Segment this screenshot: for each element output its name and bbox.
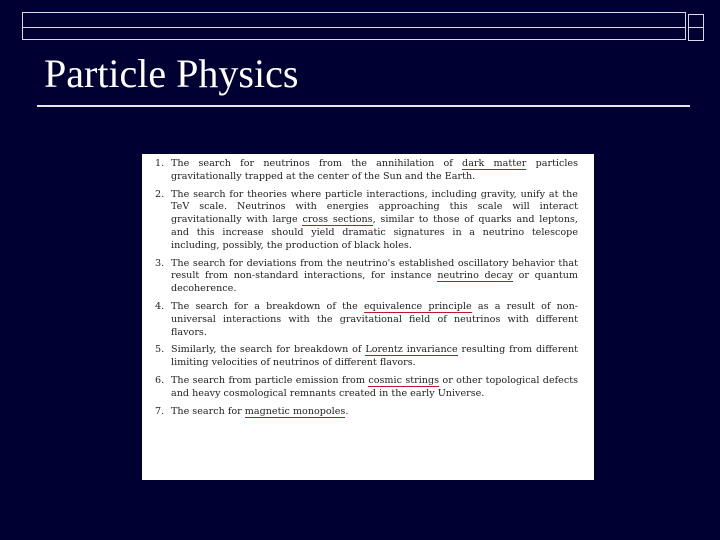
item-text-before: The search from particle emission from: [171, 374, 369, 386]
list-item: [155, 189, 578, 253]
item-text-before: The search for theories where particle interactions, including gravity, unify at the TeV scale. Neutrinos with energies approaching this scale will interact gravitationally with large: [171, 188, 578, 226]
item-text-before: Similarly, the search for breakdown of: [171, 344, 366, 356]
top-decoration-bar: [22, 12, 686, 40]
item-number: 7.: [155, 405, 165, 417]
highlight-term: magnetic monopoles: [244, 405, 346, 417]
list-item: [155, 158, 578, 184]
item-text-after: or other topological defects and heavy cosmological remnants created in the early Universe.: [171, 374, 578, 399]
highlight-term: equivalence principle: [363, 300, 472, 312]
item-number: 4.: [155, 300, 165, 312]
corner-square-upper: [688, 14, 704, 28]
item-text-after: or quantum decoherence.: [171, 270, 579, 295]
item-text: [171, 344, 578, 370]
item-number: 1.: [155, 158, 165, 169]
title-underline-rule: [37, 105, 690, 107]
slide-title: Particle Physics: [44, 51, 299, 96]
item-text: [171, 189, 578, 253]
item-text-before: The search for a breakdown of the: [171, 300, 364, 312]
document-excerpt: [142, 154, 594, 480]
highlight-term: dark matter: [462, 158, 527, 169]
item-text-after: as a result of non-universal interactions with the gravitational field of neutrinos with different flavors.: [171, 300, 578, 338]
item-number: 2.: [155, 188, 165, 200]
highlight-term: neutrino decay: [437, 270, 513, 282]
list-item: [155, 344, 578, 370]
item-text: [171, 258, 578, 296]
item-number: 3.: [155, 257, 165, 269]
item-number: 6.: [155, 374, 165, 386]
topic-list: [155, 158, 578, 418]
item-text-after: , similar to those of quarks and leptons, and this increase should yield dramatic signatures in a neutrino telescope including, possibly, the production of black holes.: [171, 214, 578, 251]
item-text: [171, 301, 578, 339]
item-text: [171, 406, 578, 419]
corner-square-lower: [688, 27, 704, 41]
item-text: [171, 158, 578, 184]
list-item: [155, 406, 578, 419]
top-decoration-line: [23, 27, 685, 39]
item-text-after: particles gravitationally trapped at the center of the Sun and the Earth.: [171, 158, 578, 182]
item-text-before: The search for deviations from the neutrino's established oscillatory behavior that result from non-standard interactions, for instance: [171, 257, 578, 282]
item-text-after: .: [345, 405, 349, 417]
item-text-before: The search for: [171, 405, 245, 417]
list-item: [155, 301, 578, 339]
item-text-before: The search for neutrinos from the annihilation of: [171, 158, 463, 169]
highlight-term: Lorentz invariance: [365, 344, 458, 356]
item-text: [171, 375, 578, 401]
item-number: 5.: [155, 344, 165, 356]
highlight-term: cross sections: [302, 214, 373, 226]
highlight-term: cosmic strings: [368, 374, 440, 386]
item-text-after: resulting from different limiting velocities of neutrinos of different flavors.: [171, 344, 578, 369]
list-item: [155, 375, 578, 401]
list-item: [155, 258, 578, 296]
